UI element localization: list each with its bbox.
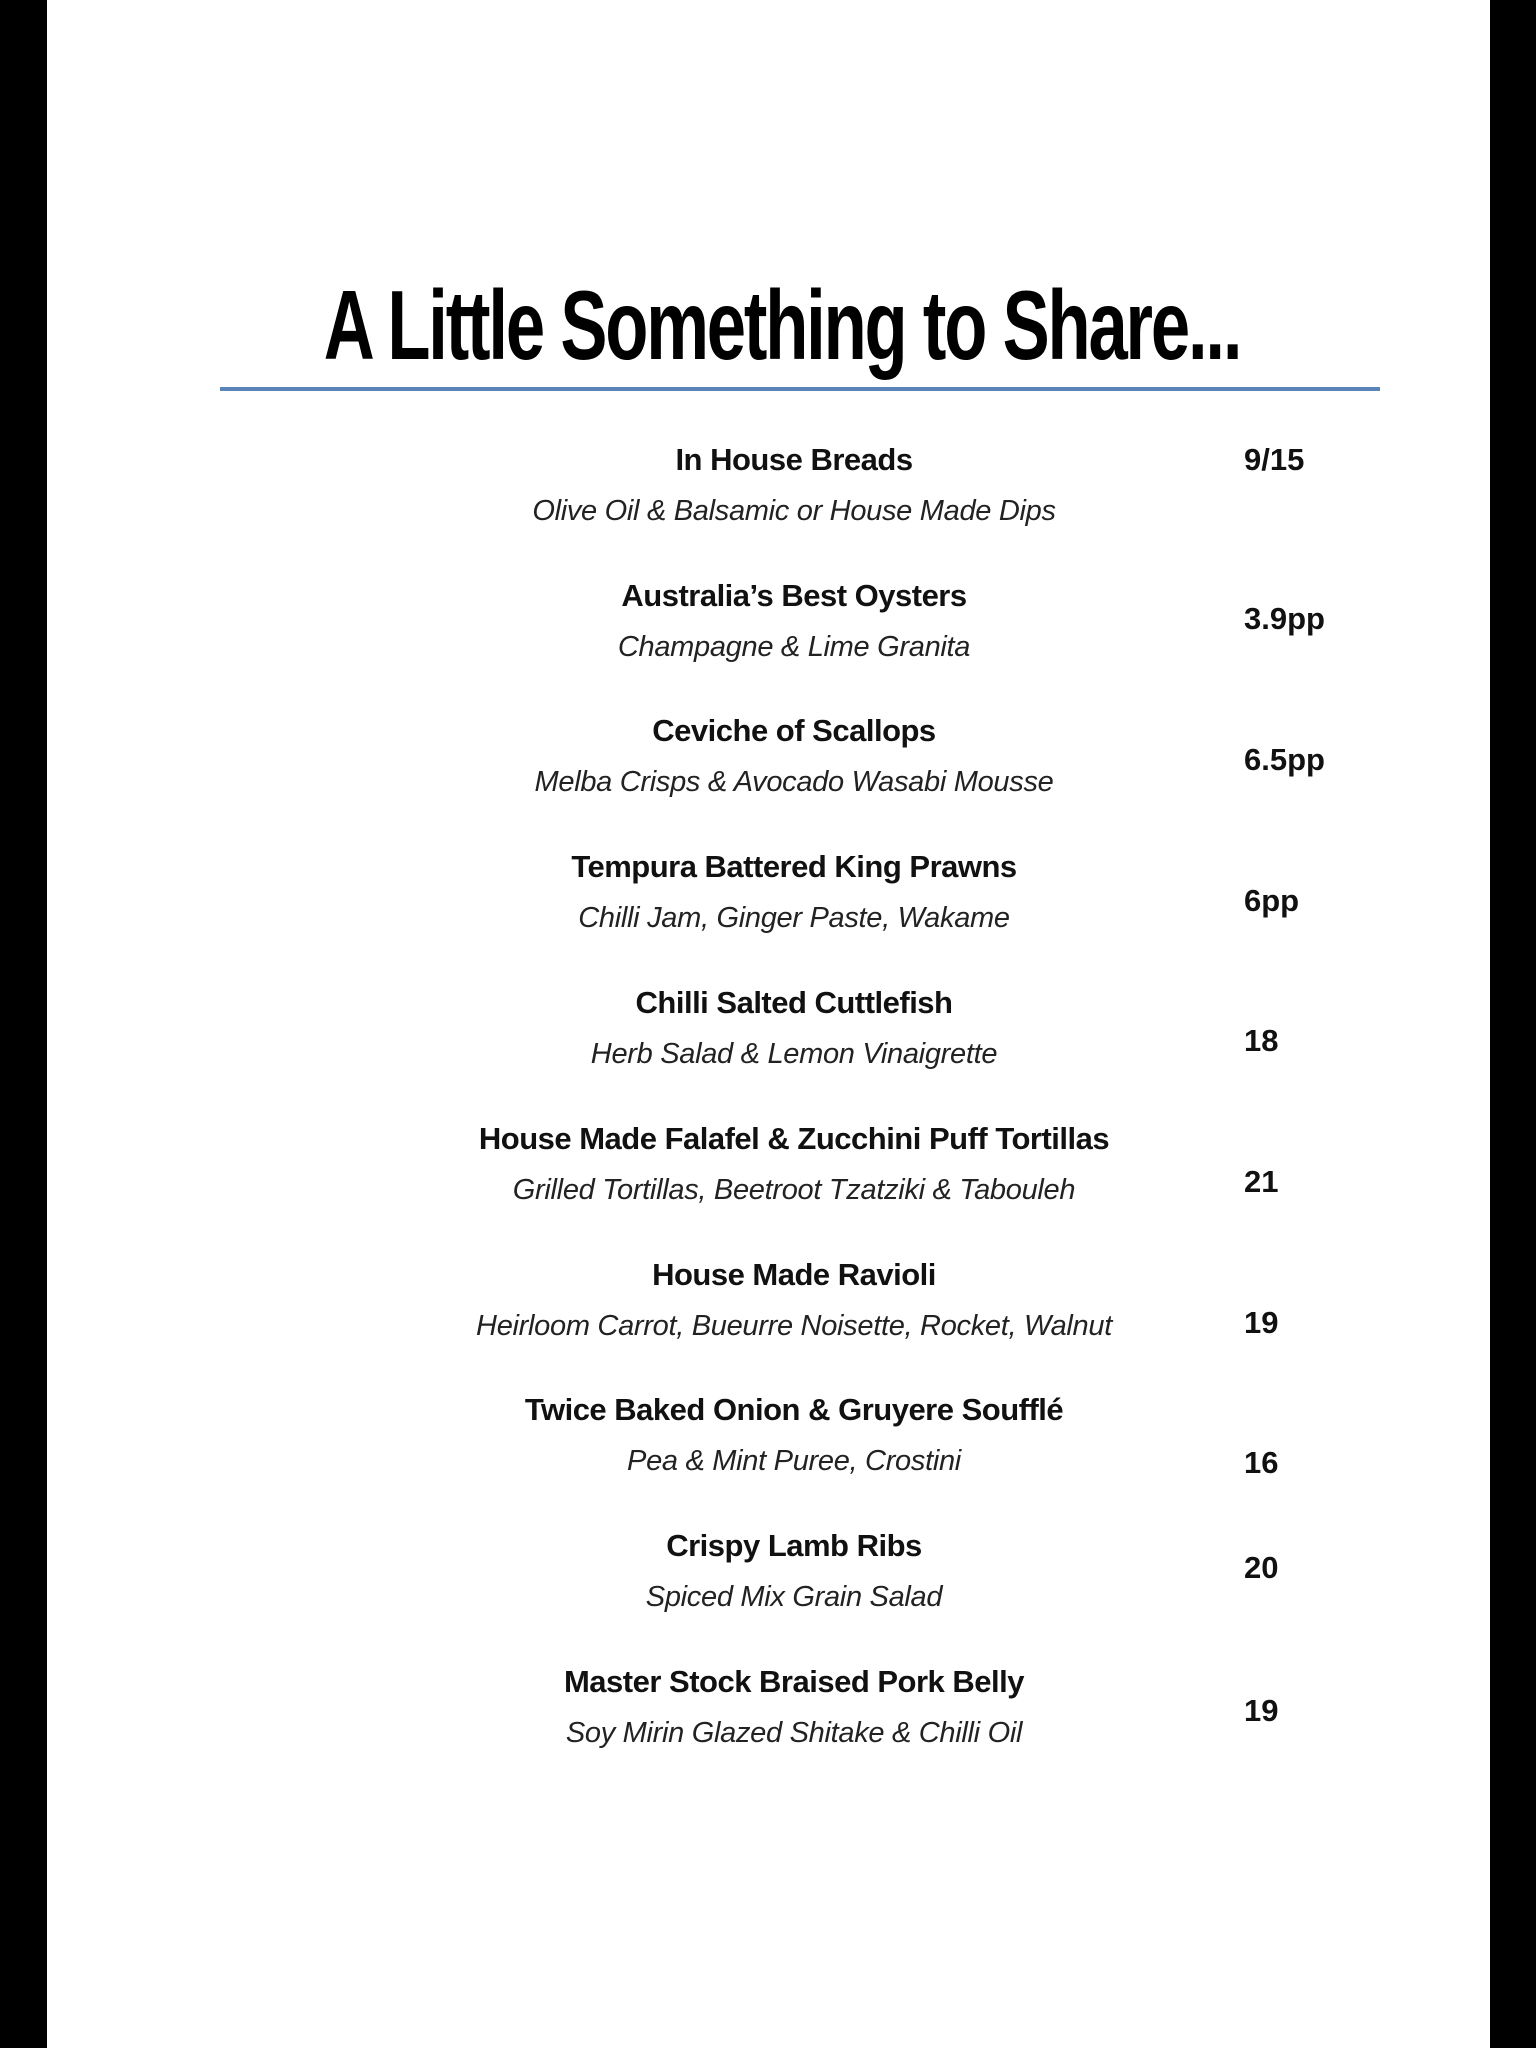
menu-item-description: Pea & Mint Puree, Crostini [627, 1445, 961, 1477]
menu-item-description: Herb Salad & Lemon Vinaigrette [590, 1038, 998, 1070]
menu-item-description: Champagne & Lime Granita [617, 631, 971, 663]
menu-item-description: Spiced Mix Grain Salad [645, 1581, 943, 1613]
menu-item-description: Olive Oil & Balsamic or House Made Dips [532, 495, 1056, 527]
menu-item-price: 6.5pp [1244, 742, 1325, 777]
menu-item-name: In House Breads [675, 442, 913, 477]
menu-item-description: Chilli Jam, Ginger Paste, Wakame [578, 902, 1010, 934]
menu-item-name: Twice Baked Onion & Gruyere Soufflé [524, 1392, 1064, 1427]
menu-item-name: House Made Ravioli [652, 1257, 936, 1292]
menu-item-price: 16 [1244, 1445, 1279, 1480]
menu-item-description: Grilled Tortillas, Beetroot Tzatziki & Tabouleh [512, 1174, 1076, 1206]
menu-item-name: Crispy Lamb Ribs [666, 1528, 922, 1563]
menu-item-description: Heirloom Carrot, Bueurre Noisette, Rocket, Walnut [476, 1310, 1112, 1342]
menu-item-description: Soy Mirin Glazed Shitake & Chilli Oil [565, 1717, 1023, 1749]
menu-item-name: Australia’s Best Oysters [621, 578, 967, 613]
menu-item-name: Ceviche of Scallops [652, 713, 936, 748]
menu-item-price: 19 [1244, 1693, 1279, 1728]
menu-item-price: 18 [1244, 1023, 1279, 1058]
menu-item-name: Tempura Battered King Prawns [571, 849, 1017, 884]
title-divider [220, 387, 1380, 391]
page-title: A Little Something to Share... [323, 270, 1241, 380]
menu-item-name: Master Stock Braised Pork Belly [563, 1664, 1025, 1699]
menu-item-name: House Made Falafel & Zucchini Puff Tortillas [478, 1121, 1110, 1156]
menu-item-price: 19 [1244, 1305, 1279, 1340]
menu-item-description: Melba Crisps & Avocado Wasabi Mousse [534, 766, 1054, 798]
menu-item-price: 9/15 [1244, 442, 1305, 477]
menu-item-name: Chilli Salted Cuttlefish [635, 985, 953, 1020]
menu-item-price: 6pp [1244, 883, 1300, 918]
menu-item-price: 3.9pp [1244, 601, 1325, 636]
menu-item-price: 20 [1244, 1550, 1279, 1585]
menu-item-price: 21 [1244, 1164, 1279, 1199]
